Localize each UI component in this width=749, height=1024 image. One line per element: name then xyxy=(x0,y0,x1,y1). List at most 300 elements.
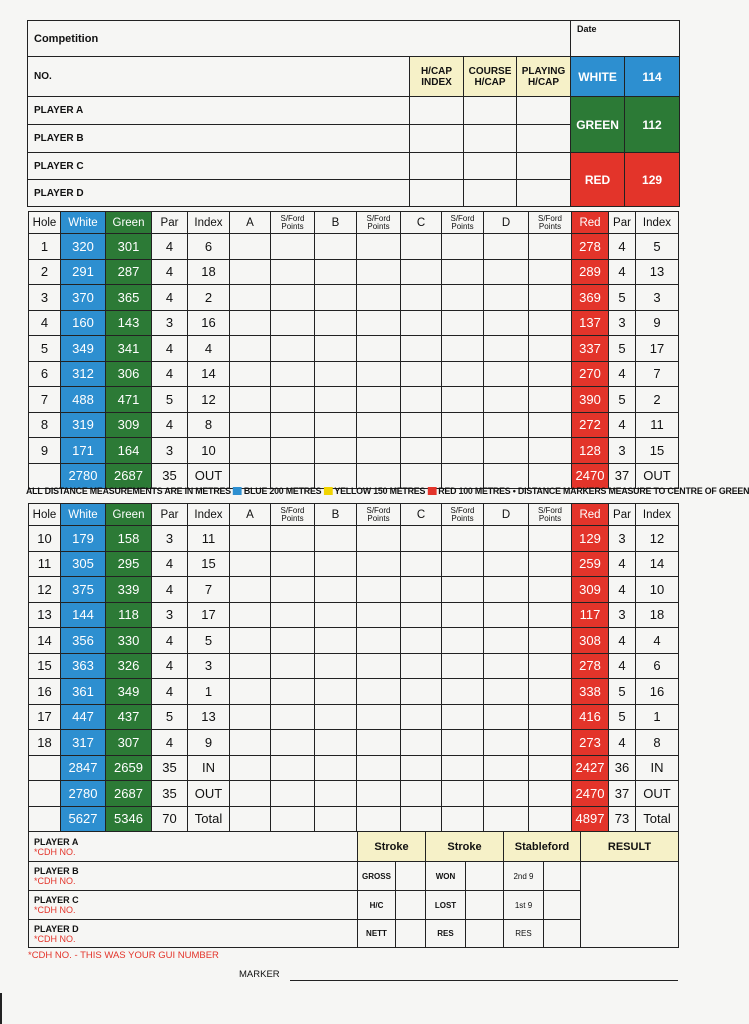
back-white-cell: 2780 xyxy=(61,781,106,807)
back-score-player-b-points[interactable] xyxy=(357,628,401,654)
back-score-player-a-points[interactable] xyxy=(271,730,315,756)
competition-label: Competition xyxy=(34,32,99,45)
back-score-player-d-points[interactable] xyxy=(529,730,572,756)
back-hole-row xyxy=(29,653,679,679)
back-col-header: Par xyxy=(152,504,188,526)
back-green-cell: 330 xyxy=(106,628,152,654)
back-score-player-c[interactable] xyxy=(401,628,442,654)
back-score-player-c[interactable] xyxy=(401,679,442,705)
gross-value[interactable] xyxy=(396,862,426,891)
back-score-player-a-points[interactable] xyxy=(271,628,315,654)
back-score-player-b[interactable] xyxy=(315,806,357,832)
back-score-player-d-points[interactable] xyxy=(529,602,572,628)
front-score-player-d-points[interactable] xyxy=(529,387,572,413)
front-score-player-a-points[interactable] xyxy=(271,438,315,464)
front-score-player-b-points[interactable] xyxy=(357,361,401,387)
back-par-cell: 35 xyxy=(152,781,188,807)
back-score-player-a[interactable] xyxy=(230,730,271,756)
back-score-player-b-points[interactable] xyxy=(357,577,401,603)
front-score-player-b-points[interactable] xyxy=(357,310,401,336)
front-score-player-b[interactable] xyxy=(315,336,357,362)
result-player-a[interactable] xyxy=(29,832,358,862)
marker-signature-line[interactable] xyxy=(290,980,678,981)
back-score-player-a-points[interactable] xyxy=(271,679,315,705)
front-score-player-b-points[interactable] xyxy=(357,412,401,438)
front-score-player-a-points[interactable] xyxy=(271,336,315,362)
front-score-player-a-points[interactable] xyxy=(271,285,315,311)
back-score-player-a[interactable] xyxy=(230,602,271,628)
front-score-player-a-points[interactable] xyxy=(271,387,315,413)
front-score-player-a[interactable] xyxy=(230,234,271,260)
front-green-cell: 287 xyxy=(106,259,152,285)
back-score-player-a[interactable] xyxy=(230,628,271,654)
front-green-cell: 306 xyxy=(106,361,152,387)
back-index-cell: OUT xyxy=(188,781,230,807)
front-score-player-b[interactable] xyxy=(315,310,357,336)
back-hole-row xyxy=(29,602,679,628)
back-score-player-a-points[interactable] xyxy=(271,755,315,781)
back-rpar-cell: 4 xyxy=(609,577,636,603)
back-score-player-d[interactable] xyxy=(484,730,529,756)
front-score-player-c[interactable] xyxy=(401,234,442,260)
front-score-player-d-points[interactable] xyxy=(529,285,572,311)
front-score-player-d[interactable] xyxy=(484,412,529,438)
back-score-player-b[interactable] xyxy=(315,679,357,705)
front-score-player-c-points[interactable] xyxy=(442,234,484,260)
back-rpar-cell: 5 xyxy=(609,679,636,705)
back-score-player-d[interactable] xyxy=(484,551,529,577)
back-hole-row xyxy=(29,730,679,756)
back-white-cell: 305 xyxy=(61,551,106,577)
back-score-player-c-points[interactable] xyxy=(442,755,484,781)
front-score-player-d[interactable] xyxy=(484,285,529,311)
playing-hcap-label: PLAYING H/CAP xyxy=(517,57,571,97)
player-d-course-hcap[interactable] xyxy=(464,180,517,207)
back-rindex-cell: OUT xyxy=(636,781,679,807)
back-col-header: B xyxy=(315,504,357,526)
front-score-player-a-points[interactable] xyxy=(271,234,315,260)
back-score-player-c-points[interactable] xyxy=(442,602,484,628)
front-hole-cell xyxy=(29,463,61,489)
front-green-cell: 2687 xyxy=(106,463,152,489)
stroke-res-value[interactable] xyxy=(466,920,504,948)
back-score-player-b[interactable] xyxy=(315,781,357,807)
back-score-player-a-points[interactable] xyxy=(271,551,315,577)
result-player-d-cdh: *CDH NO. xyxy=(34,933,76,944)
front-score-player-c-points[interactable] xyxy=(442,310,484,336)
back-score-player-b-points[interactable] xyxy=(357,551,401,577)
white-tee-label: WHITE xyxy=(571,57,625,97)
front-score-player-a[interactable] xyxy=(230,336,271,362)
front-par-cell: 4 xyxy=(152,234,188,260)
front-par-cell: 3 xyxy=(152,438,188,464)
back-score-player-c[interactable] xyxy=(401,602,442,628)
back-score-player-b[interactable] xyxy=(315,602,357,628)
player-b-course-hcap[interactable] xyxy=(464,125,517,153)
front-score-player-d[interactable] xyxy=(484,438,529,464)
nett-value[interactable] xyxy=(396,920,426,948)
front-score-player-c[interactable] xyxy=(401,361,442,387)
back-score-player-b-points[interactable] xyxy=(357,526,401,552)
back-score-player-b-points[interactable] xyxy=(357,730,401,756)
first-nine-value[interactable] xyxy=(544,891,581,920)
front-score-player-c-points[interactable] xyxy=(442,336,484,362)
front-score-player-b[interactable] xyxy=(315,259,357,285)
front-score-player-d[interactable] xyxy=(484,259,529,285)
front-green-cell: 471 xyxy=(106,387,152,413)
front-score-player-b[interactable] xyxy=(315,438,357,464)
front-score-player-c[interactable] xyxy=(401,387,442,413)
front-index-cell: 18 xyxy=(188,259,230,285)
front-score-player-b-points[interactable] xyxy=(357,463,401,489)
back-score-player-a[interactable] xyxy=(230,755,271,781)
back-score-player-b[interactable] xyxy=(315,755,357,781)
front-score-player-c-points[interactable] xyxy=(442,285,484,311)
front-rindex-cell: OUT xyxy=(636,463,679,489)
stableford-header: Stableford xyxy=(504,832,581,862)
marker-label: MARKER xyxy=(239,969,280,980)
front-score-player-b[interactable] xyxy=(315,412,357,438)
course-hcap-label: COURSE H/CAP xyxy=(464,57,517,97)
back-score-player-d[interactable] xyxy=(484,602,529,628)
front-score-player-d-points[interactable] xyxy=(529,412,572,438)
front-nine-table xyxy=(28,211,679,489)
result-player-b[interactable] xyxy=(29,862,358,891)
front-score-player-c-points[interactable] xyxy=(442,412,484,438)
back-index-cell: 5 xyxy=(188,628,230,654)
back-score-player-a-points[interactable] xyxy=(271,781,315,807)
back-score-player-c-points[interactable] xyxy=(442,781,484,807)
front-col-header: S/Ford Points xyxy=(357,212,401,234)
back-score-player-d-points[interactable] xyxy=(529,551,572,577)
front-rpar-cell: 3 xyxy=(609,438,636,464)
front-score-player-b-points[interactable] xyxy=(357,234,401,260)
front-rindex-cell: 11 xyxy=(636,412,679,438)
back-score-player-a[interactable] xyxy=(230,551,271,577)
front-score-player-d-points[interactable] xyxy=(529,234,572,260)
back-score-player-d-points[interactable] xyxy=(529,679,572,705)
back-score-player-d-points[interactable] xyxy=(529,653,572,679)
front-score-player-c[interactable] xyxy=(401,336,442,362)
front-score-player-b[interactable] xyxy=(315,234,357,260)
back-hole-row xyxy=(29,628,679,654)
front-hole-cell: 8 xyxy=(29,412,61,438)
blue-marker-swatch xyxy=(233,487,242,495)
stroke-header-2: Stroke xyxy=(426,832,504,862)
back-score-player-b-points[interactable] xyxy=(357,602,401,628)
back-score-player-c[interactable] xyxy=(401,526,442,552)
back-score-player-c[interactable] xyxy=(401,577,442,603)
back-rpar-cell: 4 xyxy=(609,730,636,756)
back-col-header: S/Ford Points xyxy=(357,504,401,526)
won-label: WON xyxy=(426,862,466,891)
result-player-c[interactable] xyxy=(29,891,358,920)
player-d-hcap-index[interactable] xyxy=(410,180,464,207)
front-score-player-a[interactable] xyxy=(230,285,271,311)
front-score-player-a[interactable] xyxy=(230,361,271,387)
back-rpar-cell: 4 xyxy=(609,551,636,577)
front-hole-row xyxy=(29,259,679,285)
back-par-cell: 3 xyxy=(152,526,188,552)
back-par-cell: 4 xyxy=(152,730,188,756)
back-score-player-a-points[interactable] xyxy=(271,806,315,832)
front-score-player-a[interactable] xyxy=(230,463,271,489)
front-score-player-d[interactable] xyxy=(484,463,529,489)
front-score-player-c-points[interactable] xyxy=(442,387,484,413)
back-score-player-a-points[interactable] xyxy=(271,704,315,730)
back-score-player-c[interactable] xyxy=(401,755,442,781)
front-score-player-a-points[interactable] xyxy=(271,361,315,387)
back-green-cell: 2659 xyxy=(106,755,152,781)
player-c-playing-hcap[interactable] xyxy=(517,153,571,180)
front-score-player-d[interactable] xyxy=(484,234,529,260)
date-field[interactable] xyxy=(571,21,680,57)
back-score-player-a[interactable] xyxy=(230,577,271,603)
player-c-hcap-index[interactable] xyxy=(410,153,464,180)
player-a-hcap-index[interactable] xyxy=(410,97,464,125)
back-score-player-c-points[interactable] xyxy=(442,551,484,577)
back-score-player-c-points[interactable] xyxy=(442,806,484,832)
front-score-player-b-points[interactable] xyxy=(357,387,401,413)
front-hole-cell: 2 xyxy=(29,259,61,285)
front-white-cell: 2780 xyxy=(61,463,106,489)
back-score-player-b-points[interactable] xyxy=(357,653,401,679)
front-score-player-a[interactable] xyxy=(230,438,271,464)
back-score-player-d-points[interactable] xyxy=(529,704,572,730)
back-par-cell: 4 xyxy=(152,653,188,679)
back-score-player-b-points[interactable] xyxy=(357,781,401,807)
front-rpar-cell: 4 xyxy=(609,412,636,438)
red-marker-text: RED 100 METRES xyxy=(438,486,511,496)
front-score-player-c-points[interactable] xyxy=(442,361,484,387)
back-par-cell: 5 xyxy=(152,704,188,730)
player-b-playing-hcap[interactable] xyxy=(517,125,571,153)
back-score-player-d[interactable] xyxy=(484,755,529,781)
front-score-player-a[interactable] xyxy=(230,310,271,336)
back-score-player-b[interactable] xyxy=(315,704,357,730)
front-score-player-d[interactable] xyxy=(484,310,529,336)
competition-field[interactable] xyxy=(28,21,571,57)
back-score-player-a[interactable] xyxy=(230,704,271,730)
back-rindex-cell: 12 xyxy=(636,526,679,552)
front-score-player-b-points[interactable] xyxy=(357,259,401,285)
back-score-player-a[interactable] xyxy=(230,679,271,705)
back-score-player-c-points[interactable] xyxy=(442,628,484,654)
back-score-player-b[interactable] xyxy=(315,730,357,756)
front-score-player-d[interactable] xyxy=(484,336,529,362)
front-score-player-d-points[interactable] xyxy=(529,310,572,336)
front-score-player-d[interactable] xyxy=(484,361,529,387)
back-score-player-c[interactable] xyxy=(401,653,442,679)
front-par-cell: 4 xyxy=(152,412,188,438)
back-rindex-cell: IN xyxy=(636,755,679,781)
back-rpar-cell: 4 xyxy=(609,628,636,654)
back-score-player-c-points[interactable] xyxy=(442,653,484,679)
front-score-player-c-points[interactable] xyxy=(442,259,484,285)
back-white-cell: 2847 xyxy=(61,755,106,781)
front-score-player-c[interactable] xyxy=(401,310,442,336)
back-score-player-a-points[interactable] xyxy=(271,526,315,552)
front-score-player-d[interactable] xyxy=(484,387,529,413)
back-score-player-a-points[interactable] xyxy=(271,653,315,679)
front-score-player-a-points[interactable] xyxy=(271,259,315,285)
back-score-player-d-points[interactable] xyxy=(529,806,572,832)
player-a-playing-hcap[interactable] xyxy=(517,97,571,125)
front-score-player-d-points[interactable] xyxy=(529,361,572,387)
back-score-player-a[interactable] xyxy=(230,526,271,552)
front-score-player-b[interactable] xyxy=(315,285,357,311)
result-value[interactable] xyxy=(581,862,679,948)
red-tee-label: RED xyxy=(571,153,625,207)
back-score-player-b[interactable] xyxy=(315,551,357,577)
back-score-player-a[interactable] xyxy=(230,781,271,807)
front-score-player-c[interactable] xyxy=(401,438,442,464)
back-score-player-c[interactable] xyxy=(401,730,442,756)
result-player-d[interactable] xyxy=(29,920,358,948)
back-rindex-cell: 8 xyxy=(636,730,679,756)
front-hole-cell: 9 xyxy=(29,438,61,464)
front-score-player-c[interactable] xyxy=(401,285,442,311)
front-hole-cell: 3 xyxy=(29,285,61,311)
back-hole-row xyxy=(29,755,679,781)
back-score-player-c-points[interactable] xyxy=(442,730,484,756)
front-red-cell: 289 xyxy=(572,259,609,285)
back-score-player-b[interactable] xyxy=(315,653,357,679)
back-score-player-b[interactable] xyxy=(315,526,357,552)
back-score-player-c[interactable] xyxy=(401,781,442,807)
player-a-course-hcap[interactable] xyxy=(464,97,517,125)
back-score-player-b-points[interactable] xyxy=(357,755,401,781)
stroke-res-label: RES xyxy=(426,920,466,948)
front-col-header: S/Ford Points xyxy=(271,212,315,234)
back-score-player-c-points[interactable] xyxy=(442,526,484,552)
front-score-player-b[interactable] xyxy=(315,361,357,387)
front-score-player-d-points[interactable] xyxy=(529,259,572,285)
player-b-hcap-index[interactable] xyxy=(410,125,464,153)
back-score-player-a[interactable] xyxy=(230,806,271,832)
back-score-player-d[interactable] xyxy=(484,577,529,603)
front-score-player-a[interactable] xyxy=(230,387,271,413)
back-score-player-b[interactable] xyxy=(315,628,357,654)
back-score-player-b-points[interactable] xyxy=(357,704,401,730)
front-score-player-d-points[interactable] xyxy=(529,438,572,464)
hc-label: H/C xyxy=(358,891,396,920)
front-col-header: Hole xyxy=(29,212,61,234)
back-green-cell: 349 xyxy=(106,679,152,705)
won-value[interactable] xyxy=(466,862,504,891)
front-score-player-c-points[interactable] xyxy=(442,438,484,464)
front-score-player-a-points[interactable] xyxy=(271,463,315,489)
back-index-cell: IN xyxy=(188,755,230,781)
back-score-player-a[interactable] xyxy=(230,653,271,679)
front-white-cell: 488 xyxy=(61,387,106,413)
front-score-player-b-points[interactable] xyxy=(357,336,401,362)
back-score-player-d[interactable] xyxy=(484,653,529,679)
hc-value[interactable] xyxy=(396,891,426,920)
back-score-player-b-points[interactable] xyxy=(357,679,401,705)
back-score-player-b-points[interactable] xyxy=(357,806,401,832)
stableford-res-value[interactable] xyxy=(544,920,581,948)
back-index-cell: 17 xyxy=(188,602,230,628)
front-rindex-cell: 9 xyxy=(636,310,679,336)
front-green-cell: 143 xyxy=(106,310,152,336)
back-score-player-d-points[interactable] xyxy=(529,526,572,552)
back-score-player-d-points[interactable] xyxy=(529,755,572,781)
back-col-header: D xyxy=(484,504,529,526)
back-green-cell: 295 xyxy=(106,551,152,577)
back-score-player-a-points[interactable] xyxy=(271,577,315,603)
distance-note-suffix: • DISTANCE MARKERS MEASURE TO CENTRE OF GREEN xyxy=(512,486,749,496)
back-score-player-d-points[interactable] xyxy=(529,781,572,807)
back-score-player-d[interactable] xyxy=(484,806,529,832)
front-score-player-a-points[interactable] xyxy=(271,412,315,438)
front-score-player-b[interactable] xyxy=(315,463,357,489)
front-rpar-cell: 37 xyxy=(609,463,636,489)
player-d-label: PLAYER D xyxy=(28,180,410,207)
back-score-player-a-points[interactable] xyxy=(271,602,315,628)
back-score-player-d[interactable] xyxy=(484,628,529,654)
back-score-player-d[interactable] xyxy=(484,781,529,807)
back-col-header: White xyxy=(61,504,106,526)
back-score-player-b[interactable] xyxy=(315,577,357,603)
back-index-cell: 9 xyxy=(188,730,230,756)
front-score-player-a[interactable] xyxy=(230,259,271,285)
lost-value[interactable] xyxy=(466,891,504,920)
front-score-player-d-points[interactable] xyxy=(529,336,572,362)
result-player-d-label: PLAYER D xyxy=(34,923,79,934)
distance-note-prefix: ALL DISTANCE MEASUREMENTS ARE IN METRES xyxy=(26,486,231,496)
back-score-player-c[interactable] xyxy=(401,806,442,832)
front-score-player-c[interactable] xyxy=(401,259,442,285)
front-score-player-c[interactable] xyxy=(401,463,442,489)
back-score-player-c-points[interactable] xyxy=(442,577,484,603)
back-score-player-c[interactable] xyxy=(401,551,442,577)
back-score-player-d-points[interactable] xyxy=(529,628,572,654)
back-score-player-d-points[interactable] xyxy=(529,577,572,603)
back-score-player-c[interactable] xyxy=(401,704,442,730)
back-score-player-d[interactable] xyxy=(484,704,529,730)
back-header-row xyxy=(29,504,679,526)
player-d-playing-hcap[interactable] xyxy=(517,180,571,207)
front-score-player-a[interactable] xyxy=(230,412,271,438)
front-score-player-b-points[interactable] xyxy=(357,285,401,311)
result-player-c-label: PLAYER C xyxy=(34,895,79,905)
back-score-player-d[interactable] xyxy=(484,526,529,552)
back-score-player-c-points[interactable] xyxy=(442,679,484,705)
back-red-cell: 129 xyxy=(572,526,609,552)
second-nine-value[interactable] xyxy=(544,862,581,891)
front-score-player-d-points[interactable] xyxy=(529,463,572,489)
back-white-cell: 356 xyxy=(61,628,106,654)
player-c-course-hcap[interactable] xyxy=(464,153,517,180)
front-white-cell: 370 xyxy=(61,285,106,311)
back-green-cell: 437 xyxy=(106,704,152,730)
back-score-player-d[interactable] xyxy=(484,679,529,705)
front-score-player-b[interactable] xyxy=(315,387,357,413)
hcap-index-label: H/CAP INDEX xyxy=(410,57,464,97)
front-score-player-c[interactable] xyxy=(401,412,442,438)
back-hole-row xyxy=(29,679,679,705)
front-score-player-c-points[interactable] xyxy=(442,463,484,489)
player-a-label: PLAYER A xyxy=(28,97,410,125)
front-score-player-b-points[interactable] xyxy=(357,438,401,464)
back-par-cell: 4 xyxy=(152,628,188,654)
front-score-player-a-points[interactable] xyxy=(271,310,315,336)
back-hole-cell xyxy=(29,781,61,807)
back-rpar-cell: 5 xyxy=(609,704,636,730)
back-score-player-c-points[interactable] xyxy=(442,704,484,730)
back-hole-cell: 16 xyxy=(29,679,61,705)
